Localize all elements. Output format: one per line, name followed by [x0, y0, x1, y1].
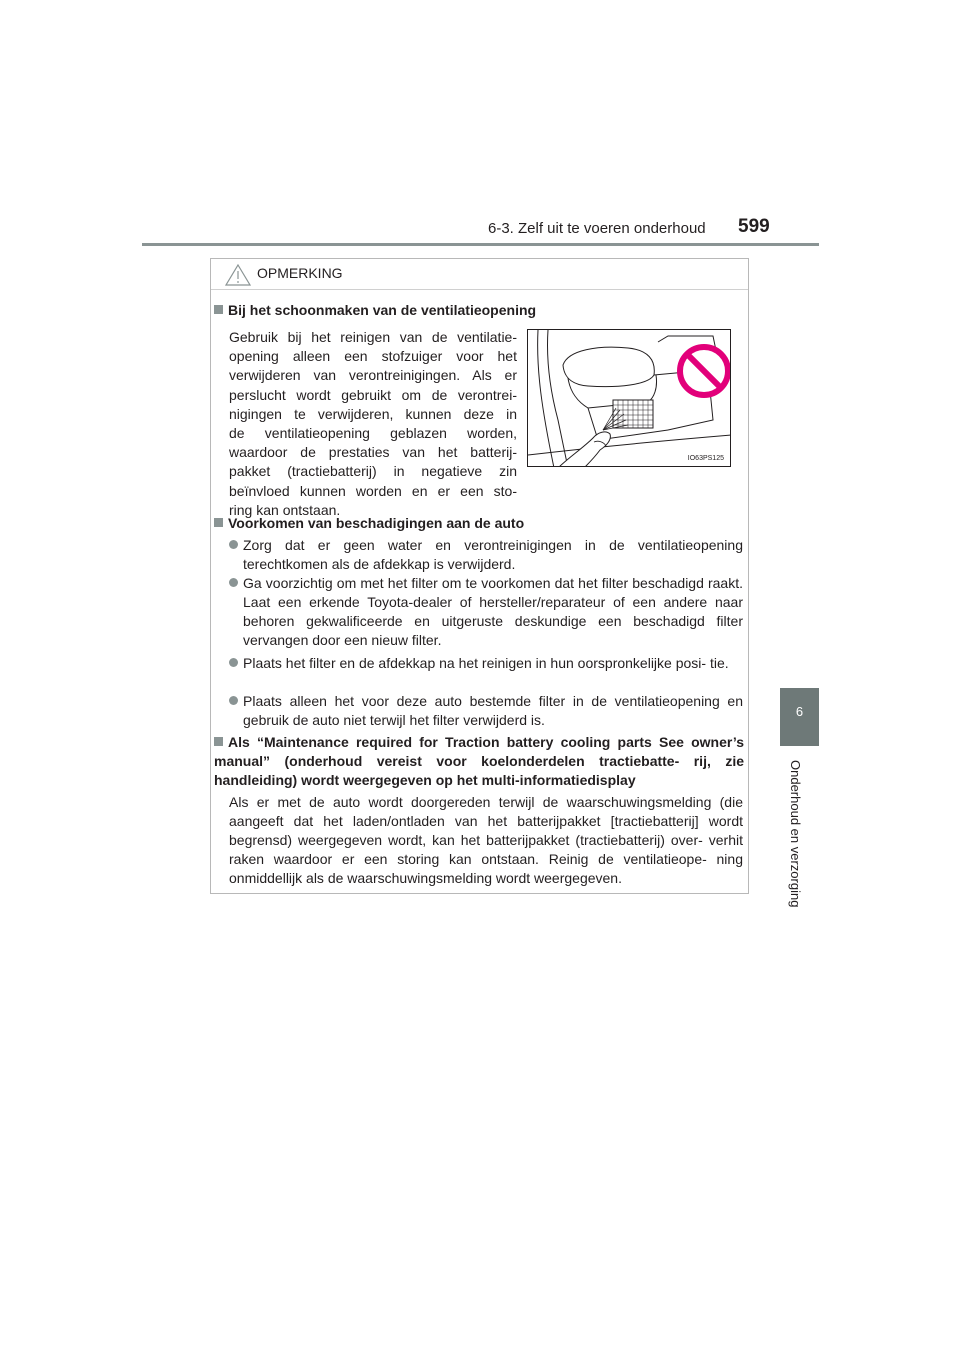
vent-cleaning-figure: [527, 329, 731, 467]
text-line: pakket (tractiebatterij) in negatieve zin: [229, 463, 517, 480]
notice-title: OPMERKING: [257, 265, 343, 281]
heading-text: Als “Maintenance required for Traction battery cooling parts See owner’s manual” (onderhoud vereist voor koelonderdelen tractiebatte- rij, zie handleiding) wordt weergegeven op het multi-informatiedisplay: [214, 734, 744, 788]
text-line: Gebruik bij het reinigen van de ventilatie-: [229, 329, 517, 345]
bullet-text: Plaats alleen het voor deze auto bestemde filter in de ventilatieopening en gebruik de auto niet terwijl het filter verwijderd is.: [243, 693, 743, 728]
heading-text: Voorkomen van beschadigingen aan de auto: [228, 515, 525, 531]
square-bullet-icon: [214, 737, 223, 746]
bullet-text: Zorg dat er geen water en verontreinigingen in de ventilatieopening terechtkomen als de afdekkap is verwijderd.: [243, 537, 743, 572]
section-heading: [214, 301, 744, 320]
bullet-item: [229, 654, 743, 673]
warning-triangle-icon: [225, 264, 251, 286]
header-section-title: 6-3. Zelf uit te voeren onderhoud: [488, 220, 706, 237]
bullet-item: [229, 574, 743, 650]
section-heading: [214, 514, 744, 533]
bullet-text: Ga voorzichtig om met het filter om te voorkomen dat het filter beschadigd raakt. Laat een erkende Toyota-dealer of hersteller/reparateur of een andere naar behoren gekwalificeerde en uitgeruste deskundige een beschadigd filter vervangen door een nieuw filter.: [243, 575, 743, 648]
text-line: perslucht wordt gebruikt om de verontrei-: [229, 386, 517, 403]
text-line: waardoor de prestaties van het batterij-: [229, 444, 517, 461]
text-line: nigingen te verwijderen, kunnen deze in: [229, 405, 517, 422]
round-bullet-icon: [229, 578, 238, 587]
round-bullet-icon: [229, 696, 238, 705]
page-number: 599: [738, 216, 770, 237]
section-heading: [214, 733, 744, 790]
text-line: ring kan ontstaan.: [229, 501, 341, 518]
vent-illustration: [528, 330, 731, 467]
section3-paragraph: Als er met de auto wordt doorgereden terwijl de waarschuwingsmelding (die aangeeft dat het laden/ontladen van het batterijpakket [tractiebatterij] wordt begrensd) weergegeven wordt, kan het batterijpakket (tractiebatterij) over- verhit raken waardoor er een storing kan ontstaan. Reinig de ventilatieope- ning onmiddellijk als de waarschuwingsmelding wordt weergegeven.: [229, 794, 743, 886]
heading-text: Bij het schoonmaken van de ventilatieopening: [228, 302, 537, 318]
square-bullet-icon: [214, 518, 223, 527]
square-bullet-icon: [214, 305, 223, 314]
round-bullet-icon: [229, 658, 238, 667]
header-rule: [142, 243, 819, 246]
section1-paragraph: [229, 328, 517, 520]
chapter-tab: 6: [780, 688, 819, 746]
figure-code: IO63PS125: [687, 455, 724, 462]
notice-header: [211, 259, 748, 290]
text-line: opening alleen een stofzuiger voor het: [229, 348, 517, 365]
bullet-text: Plaats het filter en de afdekkap na het reinigen in hun oorspronkelijke posi- tie.: [243, 655, 729, 671]
text-line: beïnvloed kunnen worden en er een sto-: [229, 482, 517, 499]
round-bullet-icon: [229, 540, 238, 549]
bullet-item: [229, 692, 743, 730]
text-line: verwijderen van verontreinigingen. Als er: [229, 367, 517, 384]
chapter-title: Onderhoud en verzorging: [788, 760, 803, 908]
bullet-item: [229, 536, 743, 574]
text-line: de ventilatieopening geblazen worden,: [229, 425, 517, 442]
